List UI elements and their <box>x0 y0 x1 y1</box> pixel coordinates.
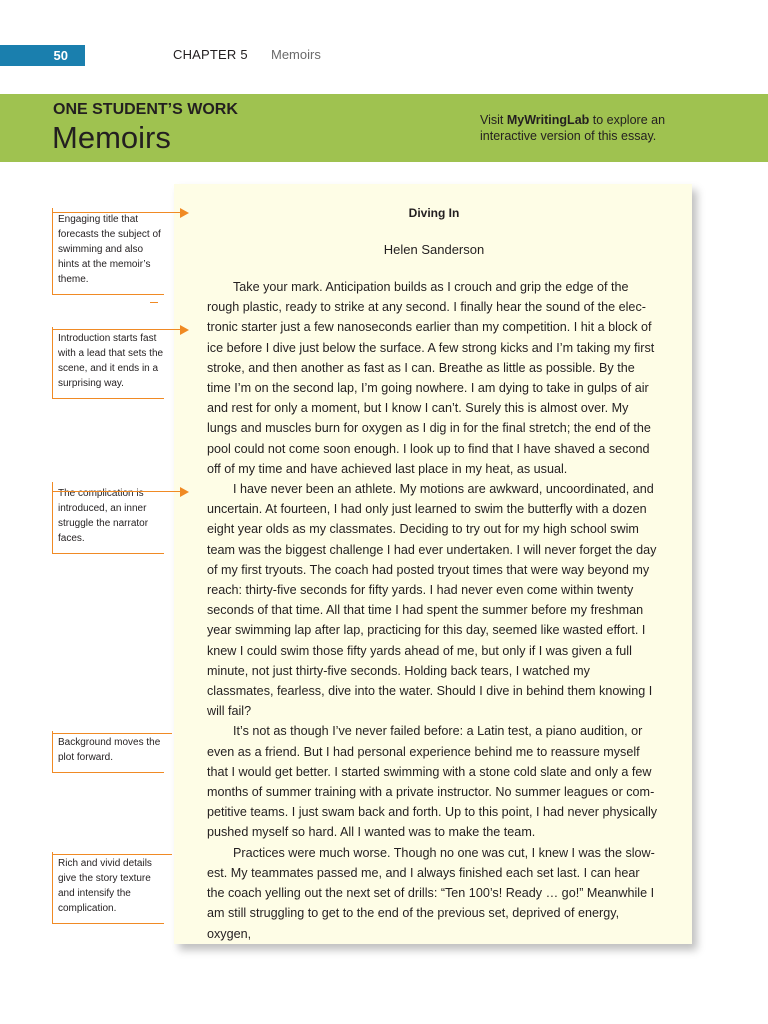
callout-introduction-arrow-icon <box>180 325 189 335</box>
callout-complication-arrow-icon <box>180 487 189 497</box>
note-prefix: Visit <box>480 113 507 127</box>
callout-title-leader <box>52 212 180 213</box>
essay-paragraph: Take your mark. Anticipation builds as I crouch and grip the edge of the rough plastic, ready to strike at any second. I finally hear the sound of the electronic starter just a few nanoseconds earlier than my competition. I hit a block of ice before I dive just below the surface. A few strong kicks and I’m taking my first stroke, and then another as fast as I can. Breathe as little as possible. By the time I’m on the second lap, I’m going nowhere. I am dying to take in gulps of air and rest for only a moment, but I know I can’t. Surely this is almost over. My lungs and muscles burn for oxygen as I dig in for the final stretch; the end of the pool could not come soon enough. I look up to find that I have shaved a second off of my time and have achieved last place in my heat, as usual. <box>207 280 655 476</box>
callout-title: Engaging title that forecasts the subject of swimming and also hints at the memoir’s theme. <box>52 208 164 295</box>
callout-complication-leader <box>52 491 180 492</box>
callout-details: Rich and vivid details give the story texture and intensify the complication. <box>52 852 164 924</box>
essay-author: Helen Sanderson <box>383 242 485 257</box>
essay-body <box>207 277 659 944</box>
section-kicker: ONE STUDENT’S WORK <box>53 101 238 118</box>
callout-background: Background moves the plot forward. <box>52 731 164 773</box>
callout-title-tick <box>150 302 158 303</box>
chapter-title: Memoirs <box>271 47 321 62</box>
callout-background-leader <box>52 733 172 734</box>
mywritinglab-note <box>480 112 690 144</box>
callout-introduction-leader <box>52 329 180 330</box>
essay-paragraph: It’s not as though I’ve never failed before: a Latin test, a piano audition, or even as a friend. But I had personal experience behind me to reassure myself that I would get better. I started swimming with a stone cold slate and only a few months of summer training with a private instructor. No summer leagues or competitive teams. I just swam back and forth. Up to this point, I had never physically pushed myself so hard. All I wanted was to make the team. <box>207 724 658 840</box>
note-suffix: to explore an interactive version of this essay. <box>480 113 666 143</box>
callout-complication: The complication is introduced, an inner struggle the narrator faces. <box>52 482 164 554</box>
callout-details-leader <box>52 854 172 855</box>
essay-paragraph: Practices were much worse. Though no one was cut, I knew I was the slowest. My teammates passed me, and I always finished each set last. I can hear the coach yelling out the next set of drills: “Ten 100’s! Ready … go!” Meanwhile I am still struggling to get to the end of the previous set, deprived of energy, oxygen, <box>207 845 655 941</box>
essay-title: Diving In <box>408 206 460 220</box>
callout-introduction: Introduction starts fast with a lead that sets the scene, and it ends in a surprising way. <box>52 327 164 399</box>
page-number: 50 <box>0 45 85 66</box>
chapter-label: CHAPTER 5 <box>173 47 248 62</box>
mywritinglab-link[interactable]: MyWritingLab <box>506 113 590 127</box>
essay-paragraph: I have never been an athlete. My motions are awkward, uncoordinated, and uncertain. At fourteen, I had only just learned to swim the butterfly with a dozen eight year olds as my classmates. Deciding to try out for my high school swim team was the biggest challenge I had ever undertaken. I will never forget the day of my first tryouts. The coach had posted tryout times that were way beyond my reach: thirty-five seconds for fifty yards. I had never even come within twenty seconds of that time. All that time I had spent the summer before my freshman year swimming lap after lap, practicing for this day, seemed like wasted effort. I knew I could swim those fifty yards ahead of me, but only if I was given a full minute, not just thirty-five seconds. Holding back tears, I watched my classmates, fearless, dive into the water. Should I dive in behind them knowing I will fail? <box>207 482 657 719</box>
section-title: Memoirs <box>52 120 171 155</box>
callout-title-arrow-icon <box>180 208 189 218</box>
